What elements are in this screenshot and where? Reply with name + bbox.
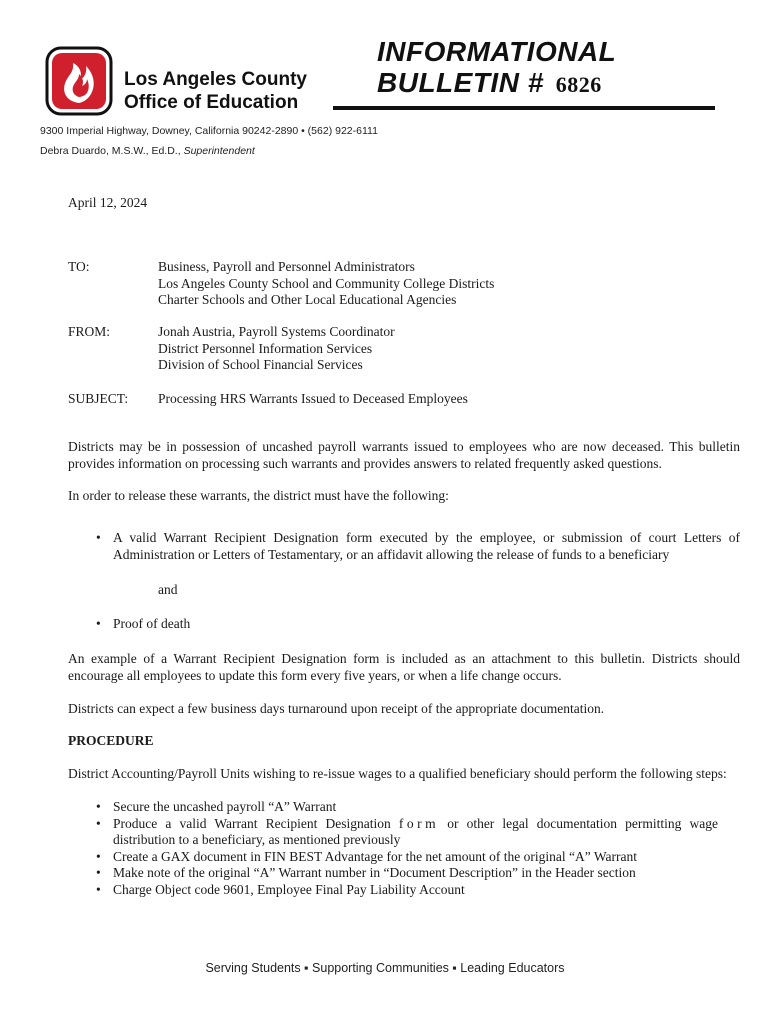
bulletin-title-line1: INFORMATIONAL xyxy=(377,36,617,67)
memo-from-sender xyxy=(158,324,395,374)
list-item xyxy=(68,816,718,849)
memo-date: April 12, 2024 xyxy=(68,195,148,210)
bullet-icon: • xyxy=(96,848,101,864)
memo-to-line: Business, Payroll and Personnel Administrators xyxy=(158,259,415,274)
list-item xyxy=(68,616,740,633)
org-name-line2: Office of Education xyxy=(124,92,299,113)
step-text: Charge Object code 9601, Employee Final Pay Liability Account xyxy=(113,881,465,897)
memo-to-recipients xyxy=(158,259,494,309)
step-text: Make note of the original “A” Warrant number in “Document Description” in the Header section xyxy=(113,865,636,880)
list-item xyxy=(68,849,718,866)
memo-to-line: Los Angeles County School and Community College Districts xyxy=(158,275,495,291)
bulletin-number: 6826 xyxy=(555,72,602,97)
step-text: Create a GAX document in FIN BEST Advantage for the net amount of the original “A” Warrant xyxy=(113,848,638,864)
bullet-icon: • xyxy=(96,865,101,880)
requirement-text: Proof of death xyxy=(113,616,191,631)
memo-from-line: District Personnel Information Services xyxy=(158,340,373,356)
bulletin-title xyxy=(377,36,616,100)
intro-paragraph: Districts may be in possession of uncashed payroll warrants issued to employees who are now deceased. This bulletin provides information on processing such warrants and provides answers to related frequently asked questions. xyxy=(68,439,740,471)
step-text: Secure the uncashed payroll “A” Warrant xyxy=(113,799,337,814)
procedure-steps-list xyxy=(68,799,718,898)
requirements-list xyxy=(68,530,740,563)
memo-from-line: Jonah Austria, Payroll Systems Coordinator xyxy=(158,324,395,339)
list-item xyxy=(68,865,718,882)
bullet-icon: • xyxy=(96,881,101,897)
step-text-spaced: form xyxy=(398,815,440,831)
step-text-part: or other legal documentation permitting wage distribution to a beneficiary, as mentioned previously xyxy=(113,815,718,847)
procedure-intro: District Accounting/Payroll Units wishing to re-issue wages to a qualified beneficiary should perform the following steps: xyxy=(68,766,727,781)
example-paragraph: An example of a Warrant Recipient Designation form is included as an attachment to this bulletin. Districts should encourage all employees to update this form every five years, or when a life change occurs. xyxy=(68,651,740,683)
bulletin-label: BULLETIN # xyxy=(377,67,544,98)
address-line: 9300 Imperial Highway, Downey, California 90242-2890 • (562) 922-6111 xyxy=(40,125,378,137)
list-item xyxy=(68,799,718,816)
requirement-text: A valid Warrant Recipient Designation form executed by the employee, or submission of court Letters of Administration or Letters of Testamentary, or an affidavit allowing the release of funds to a beneficiary xyxy=(113,530,740,562)
flame-logo-icon xyxy=(44,45,114,117)
organization-name xyxy=(124,68,307,114)
list-item xyxy=(68,530,740,563)
memo-from-line: Division of School Financial Services xyxy=(158,357,363,372)
memo-subject-label: SUBJECT: xyxy=(68,391,129,406)
requirements-list-2 xyxy=(68,616,740,633)
org-name-line1: Los Angeles County xyxy=(124,69,307,90)
memo-from-label: FROM: xyxy=(68,324,111,339)
bullet-icon: • xyxy=(96,799,101,814)
superintendent-line xyxy=(40,145,255,157)
turnaround-paragraph: Districts can expect a few business days turnaround upon receipt of the appropriate documentation. xyxy=(68,701,605,716)
bullet-icon: • xyxy=(96,616,101,631)
memo-to-label: TO: xyxy=(68,259,90,274)
superintendent-title: Superintendent xyxy=(183,145,255,157)
footer-tagline: Serving Students ▪ Supporting Communities ▪ Leading Educators xyxy=(205,961,565,975)
list-item xyxy=(68,882,718,899)
bullet-icon: • xyxy=(96,815,101,831)
superintendent-name: Debra Duardo, M.S.W., Ed.D., xyxy=(40,145,184,157)
bullet-icon: • xyxy=(96,530,101,545)
requirements-intro: In order to release these warrants, the district must have the following: xyxy=(68,488,449,503)
bulletin-title-line2 xyxy=(377,67,616,100)
step-text-part: Produce a valid Warrant Recipient Designation xyxy=(113,815,399,831)
memo-subject: Processing HRS Warrants Issued to Deceased Employees xyxy=(158,391,468,406)
memo-to-line: Charter Schools and Other Local Educational Agencies xyxy=(158,292,457,307)
procedure-heading: PROCEDURE xyxy=(68,733,154,748)
header-divider xyxy=(333,106,715,110)
and-connector: and xyxy=(158,582,178,597)
